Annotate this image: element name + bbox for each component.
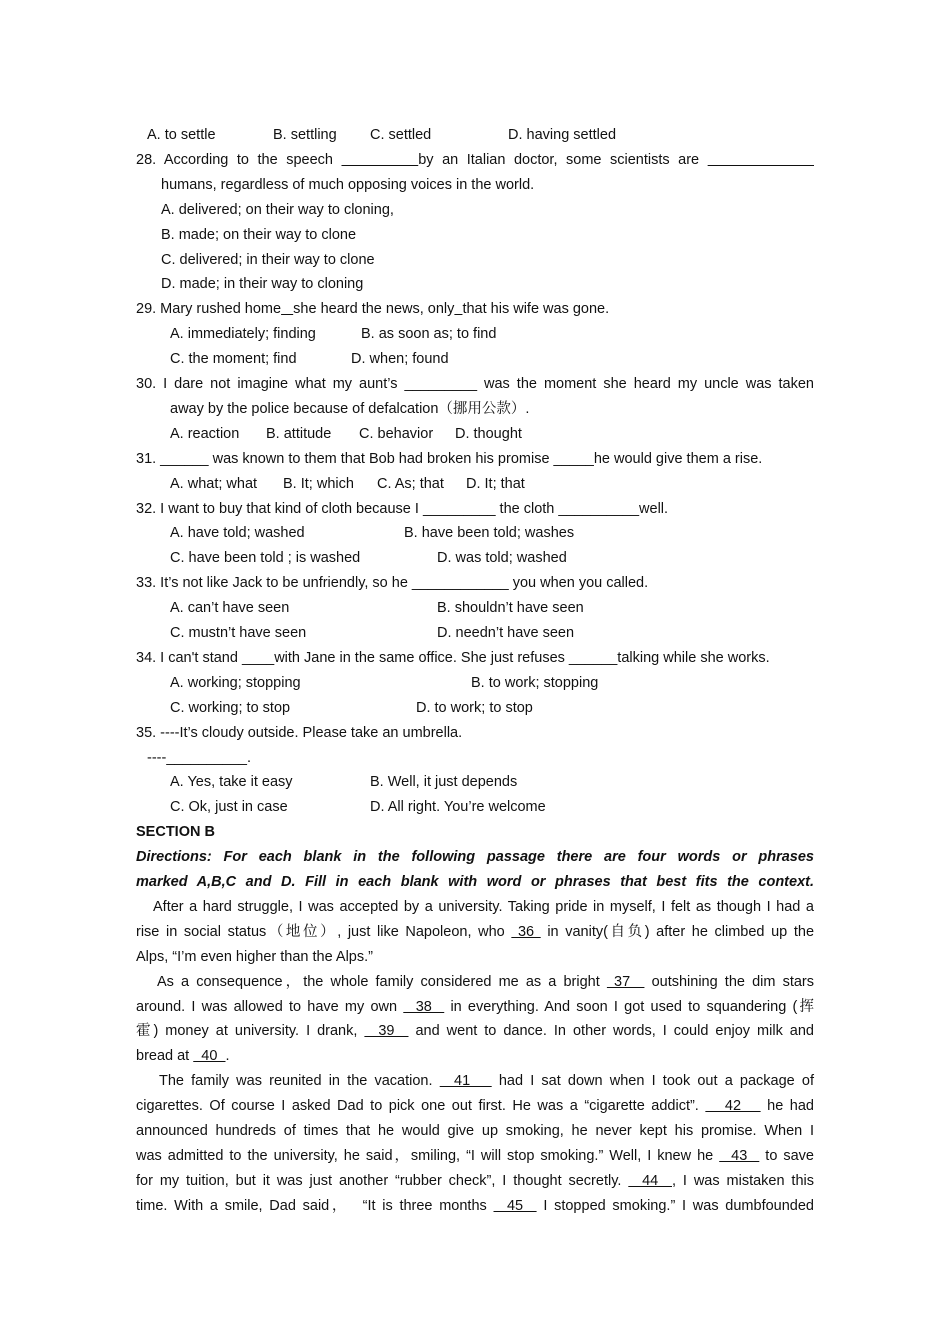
answer-option: D. to work; to stop <box>416 699 533 716</box>
answer-option: B. settling <box>273 127 337 143</box>
text-line <box>136 947 373 967</box>
text-segment: rise in social status（地位）, just like Napoleon, who <box>136 923 512 940</box>
text-segment: for my tuition, but it was just another “rubber check”, I thought secretly. <box>136 1172 629 1189</box>
answer-blank: 36 <box>511 923 541 940</box>
text-line <box>136 573 648 593</box>
text-line <box>136 150 814 170</box>
text-segment: bread at <box>136 1048 194 1065</box>
answer-option: D. thought <box>455 425 522 442</box>
text-segment: 32. I want to buy that kind of cloth because I _________ the cloth __________well. <box>136 500 669 517</box>
text-segment: SECTION B <box>136 824 215 841</box>
text-segment: ----__________. <box>147 749 251 766</box>
text-segment: in everything. And soon I got used to squandering (挥 <box>444 998 814 1015</box>
text-segment: 28. According to the speech <box>136 151 342 168</box>
answer-option: A. Yes, take it easy <box>170 774 293 791</box>
answer-option: D. was told; washed <box>437 550 567 567</box>
text-line <box>161 200 394 220</box>
text-line <box>136 822 215 842</box>
text-line <box>136 1196 814 1216</box>
answer-option: A. what; what <box>170 475 258 492</box>
answer-blank: 43 <box>719 1147 760 1164</box>
answer-blank: 39 <box>364 1023 409 1040</box>
answer-option: C. working; to stop <box>170 699 291 716</box>
text-segment: time. With a smile, Dad said， “It is three months <box>136 1197 494 1214</box>
text-segment: Alps, “I’m even higher than the Alps.” <box>136 948 373 965</box>
text-segment: was admitted to the university, he said，smiling, “I will stop smoking.” Well, I knew he <box>136 1147 720 1164</box>
text-line <box>170 399 529 419</box>
answer-option: C. settled <box>370 127 432 143</box>
text-segment: around. I was allowed to have my own <box>136 998 404 1015</box>
text-line <box>136 1096 814 1116</box>
answer-option: B. Well, it just depends <box>370 774 518 791</box>
answer-options-row <box>170 623 870 643</box>
text-segment: 34. I can't stand ____with Jane in the same office. She just refuses ______talking while she works. <box>136 649 770 666</box>
text-line <box>136 299 609 319</box>
text-segment: in vanity(自负) after he climbed up the <box>540 923 815 940</box>
text-line <box>136 847 814 867</box>
text-line <box>161 250 375 270</box>
text-line <box>136 723 462 743</box>
answer-options-row <box>170 698 870 718</box>
answer-option: D. All right. You’re welcome <box>370 799 546 816</box>
text-segment: . <box>225 1048 230 1065</box>
answer-option: A. to settle <box>147 127 216 143</box>
text-line <box>161 175 534 195</box>
answer-blank <box>708 152 814 168</box>
answer-options-row <box>170 673 870 693</box>
text-line <box>136 1021 814 1041</box>
answer-option: A. can’t have seen <box>170 600 290 617</box>
answer-option: D. needn’t have seen <box>437 625 575 641</box>
text-segment: marked A,B,C and D. Fill in each blank with word or phrases that best fits the context. <box>136 874 814 890</box>
text-segment: and went to dance. In other words, I could enjoy milk and <box>408 1023 814 1040</box>
text-segment: that his wife was gone. <box>462 301 610 318</box>
answer-blank: 45 <box>493 1197 537 1214</box>
text-segment: humans, regardless of much opposing voices in the world. <box>161 176 535 193</box>
text-line <box>153 897 814 917</box>
answer-blank <box>341 152 418 168</box>
text-segment: , I was mistaken this <box>672 1172 814 1189</box>
answer-option: B. It; which <box>283 475 354 492</box>
answer-option: C. As; that <box>377 475 444 492</box>
text-line <box>161 274 363 294</box>
text-line <box>159 1071 814 1091</box>
text-segment: by an Italian doctor, some scientists are <box>418 151 708 168</box>
answer-option: A. have told; washed <box>170 525 305 542</box>
text-segment: 33. It’s not like Jack to be unfriendly, so he ____________ you when you called. <box>136 575 649 592</box>
text-segment: 31. ______ was known to them that Bob had broken his promise _____he would give them a rise. <box>136 450 763 467</box>
answer-blank: 38 <box>403 998 445 1015</box>
answer-option: D. when; found <box>351 351 449 368</box>
text-segment: I stopped smoking.” I was dumbfounded <box>536 1197 814 1214</box>
text-segment: As a consequence，the whole family considered me as a bright <box>157 973 607 990</box>
text-segment: announced hundreds of times that he would give up smoking, he never kept his promise. When I <box>136 1123 814 1139</box>
text-line <box>136 648 770 668</box>
text-line <box>136 374 814 394</box>
answer-option: B. attitude <box>266 425 332 442</box>
text-line <box>136 872 814 892</box>
text-segment: D. made; in their way to cloning <box>161 276 364 293</box>
answer-options-row <box>170 797 870 817</box>
answer-option: A. immediately; finding <box>170 326 316 343</box>
text-line <box>157 972 814 992</box>
text-segment: had I sat down when I took out a package of <box>491 1073 815 1090</box>
answer-blank: 37 <box>606 973 645 990</box>
answer-option: D. It; that <box>466 475 525 492</box>
answer-blank <box>281 301 293 317</box>
answer-blank: 44 <box>628 1172 672 1189</box>
answer-option: B. shouldn’t have seen <box>437 600 584 617</box>
text-line <box>136 922 814 942</box>
text-segment: to save <box>759 1147 814 1164</box>
text-line <box>136 1046 230 1066</box>
text-line <box>136 997 814 1017</box>
text-segment: 35. ----It’s cloudy outside. Please take an umbrella. <box>136 724 463 741</box>
text-segment: The family was reunited in the vacation. <box>159 1073 440 1090</box>
text-line <box>136 1121 814 1141</box>
text-segment: 霍) money at university. I drank, <box>136 1023 365 1040</box>
text-line <box>136 449 762 469</box>
answer-options-row <box>170 523 870 543</box>
text-segment: she heard the news, only <box>293 301 455 318</box>
answer-option: A. working; stopping <box>170 674 301 691</box>
text-segment: After a hard struggle, I was accepted by a university. Taking pride in myself, I felt as though I had a <box>153 898 814 915</box>
text-segment: C. delivered; in their way to clone <box>161 251 375 268</box>
answer-option: A. reaction <box>170 425 240 442</box>
text-line <box>136 1146 814 1166</box>
answer-option: C. the moment; find <box>170 351 297 368</box>
text-line <box>161 225 356 245</box>
answer-options-row <box>170 324 870 344</box>
text-segment: away by the police because of defalcation（挪用公款）. <box>170 400 530 417</box>
answer-blank: 40 <box>193 1048 226 1065</box>
text-segment: B. made; on their way to clone <box>161 226 357 243</box>
text-line <box>136 1171 814 1191</box>
answer-option: B. as soon as; to find <box>361 326 497 343</box>
answer-blank: 41 <box>439 1073 492 1090</box>
text-line <box>136 499 668 519</box>
answer-options-row <box>147 125 847 145</box>
answer-options-row <box>170 772 870 792</box>
answer-options-row <box>170 474 870 494</box>
answer-options-row <box>170 598 870 618</box>
text-segment: A. delivered; on their way to cloning, <box>161 201 394 218</box>
answer-options-row <box>170 424 870 444</box>
answer-options-row <box>170 548 870 568</box>
text-segment: 29. Mary rushed home <box>136 301 282 318</box>
answer-blank: 42 <box>705 1098 761 1115</box>
answer-option: C. behavior <box>359 425 434 442</box>
text-segment: he had <box>760 1098 814 1115</box>
answer-option: B. to work; stopping <box>471 674 599 691</box>
answer-options-row <box>170 349 870 369</box>
answer-option: C. mustn’t have seen <box>170 625 307 641</box>
answer-option: B. have been told; washes <box>404 525 575 542</box>
text-segment: 30. I dare not imagine what my aunt’s _________ was the moment she heard my uncle was taken <box>136 376 814 392</box>
answer-option: D. having settled <box>508 127 617 143</box>
text-segment: outshining the dim stars <box>644 973 815 990</box>
text-segment: Directions: For each blank in the following passage there are four words or phrases <box>136 849 814 866</box>
answer-option: C. Ok, just in case <box>170 799 288 816</box>
answer-option: C. have been told ; is washed <box>170 550 361 567</box>
text-line <box>147 748 251 768</box>
text-segment: cigarettes. Of course I asked Dad to pick one out first. He was a “cigarette addict”. <box>136 1098 706 1115</box>
